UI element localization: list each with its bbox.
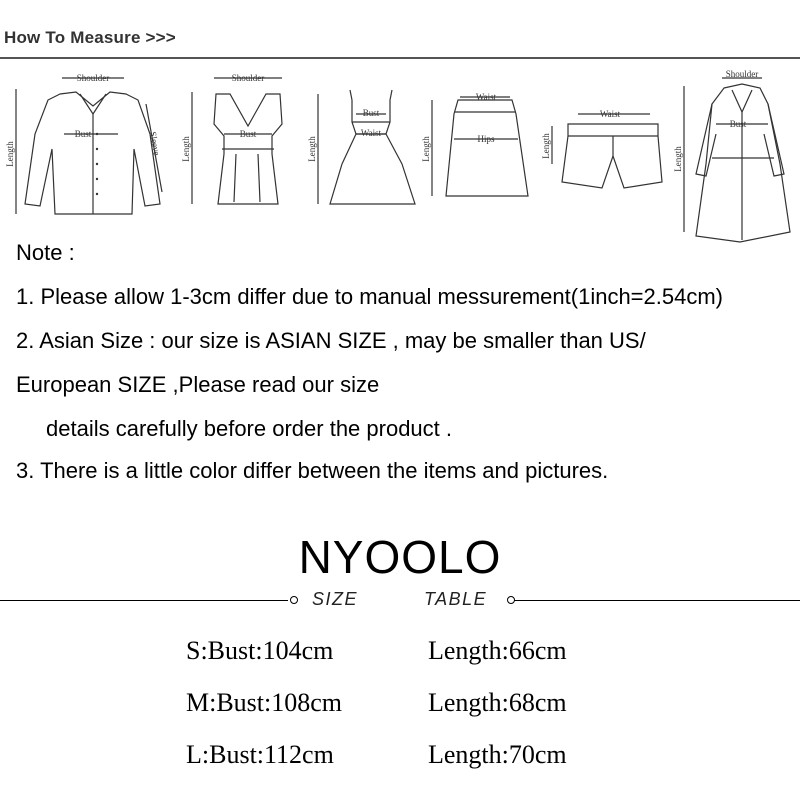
coat-illustration <box>673 69 790 242</box>
shorts-illustration <box>541 109 662 188</box>
note-line-1: 1. Please allow 1-3cm differ due to manual messurement(1inch=2.54cm) <box>16 284 723 309</box>
label-waist: Waist <box>475 92 497 102</box>
label-sleeve: Sleeve <box>147 130 162 157</box>
label-length: Length <box>181 136 191 162</box>
shirt-illustration <box>5 73 162 214</box>
skirt-illustration <box>421 92 528 196</box>
label-length: Length <box>541 133 551 159</box>
measurement-illustrations <box>0 64 800 244</box>
size-table-rule-left <box>0 600 288 601</box>
label-shoulder: Shoulder <box>725 69 759 79</box>
how-to-measure-header <box>0 24 800 60</box>
size-table-rule-right <box>514 600 800 601</box>
note-line-3: European SIZE ,Please read our size <box>16 372 380 397</box>
size-m-bust: M:Bust:108cm <box>186 688 343 717</box>
label-bust: Bust <box>729 119 747 129</box>
label-bust: Bust <box>362 108 380 118</box>
size-s-length: Length:66cm <box>428 636 567 665</box>
brand-name: NYOOLO <box>298 531 502 583</box>
size-l-length: Length:70cm <box>428 740 567 769</box>
size-s-bust: S:Bust:104cm <box>186 636 334 665</box>
label-length: Length <box>421 136 431 162</box>
dress-illustration <box>307 90 415 204</box>
note-line-4: details carefully before order the product . <box>46 416 453 441</box>
label-waist: Waist <box>360 128 382 138</box>
size-table-heading-table: TABLE <box>424 589 488 609</box>
label-bust: Bust <box>239 129 257 139</box>
vest-illustration <box>181 73 282 204</box>
label-length: Length <box>307 136 317 162</box>
label-shoulder: Shoulder <box>231 73 265 83</box>
label-hips: Hips <box>477 134 495 144</box>
note-line-5: 3. There is a little color differ between the items and pictures. <box>16 458 609 483</box>
size-l-bust: L:Bust:112cm <box>186 740 334 769</box>
header-divider <box>0 57 800 59</box>
size-table-heading-size: SIZE <box>312 589 359 609</box>
size-m-length: Length:68cm <box>428 688 567 717</box>
label-length: Length <box>5 141 15 167</box>
label-length: Length <box>673 146 683 172</box>
note-title: Note : <box>16 240 75 265</box>
size-table-dot-left <box>290 596 298 604</box>
note-line-2: 2. Asian Size : our size is ASIAN SIZE , may be smaller than US/ <box>16 328 646 353</box>
how-to-measure-title: How To Measure >>> <box>4 28 176 47</box>
label-bust: Bust <box>74 129 92 139</box>
label-waist: Waist <box>599 109 621 119</box>
label-shoulder: Shoulder <box>76 73 110 83</box>
